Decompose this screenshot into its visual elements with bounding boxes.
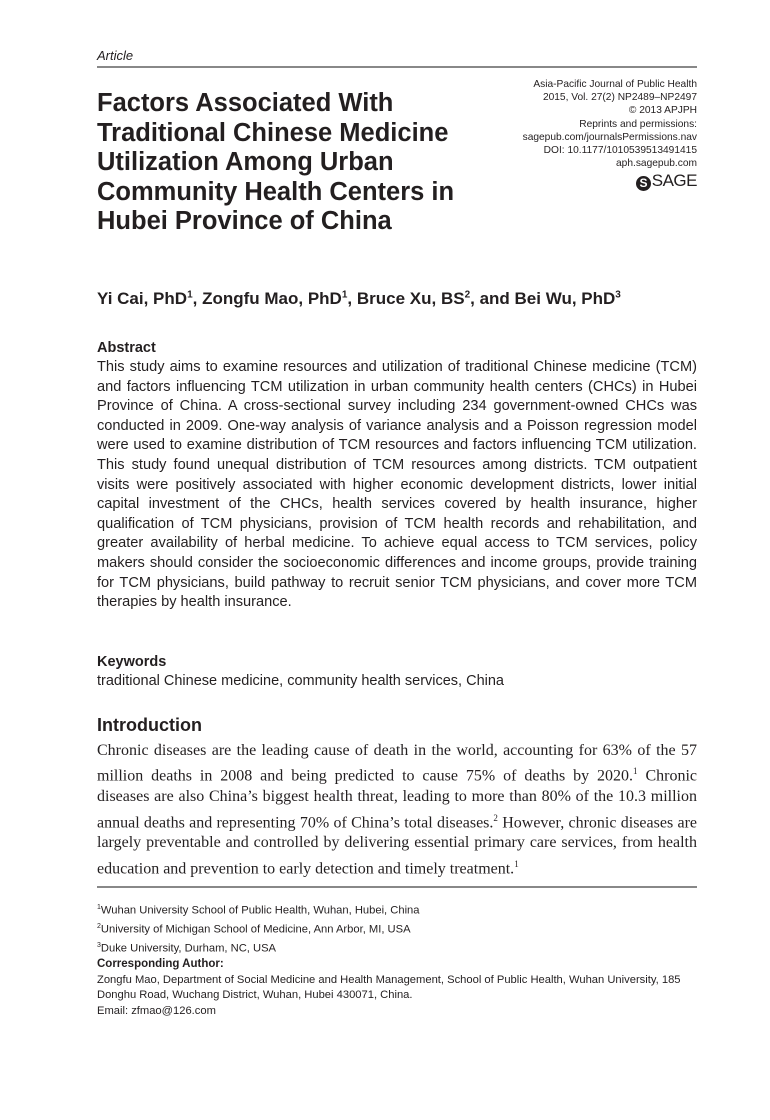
article-type-label: Article	[97, 48, 134, 63]
affiliation: $^3$Duke University, Durham, NC, USA	[97, 942, 277, 955]
reprints-label: Reprints and permissions:	[579, 118, 697, 130]
header-rule	[97, 66, 697, 68]
corresponding-author	[97, 973, 702, 1019]
copyright: © 2013 APJPH	[628, 105, 697, 117]
keywords-text: traditional Chinese medicine, community health services, China	[97, 673, 504, 689]
affiliation: $^2$University of Michigan School of Medicine, Ann Arbor, MI, USA	[97, 923, 411, 936]
citation[interactable]: 1	[633, 766, 638, 777]
author: Zongfu Mao, PhD$^1$,	[202, 289, 357, 308]
affiliations	[97, 900, 420, 957]
affiliation: $^1$Wuhan University School of Public Health, Wuhan, Hubei, China	[97, 904, 420, 917]
corresponding-address: Zongfu Mao, Department of Social Medicine and Health Management, School of Public Health, Wuhan University, 185 Donghu Road, Wuchang District, Wuhan, Hubei 430071, China.	[97, 974, 681, 1002]
journal-name: Asia-Pacific Journal of Public Health	[533, 79, 697, 90]
citation[interactable]: 1	[514, 858, 519, 869]
keywords-heading: Keywords	[97, 654, 167, 670]
author: Bruce Xu, $BS^2$, and	[356, 289, 515, 308]
journal-url[interactable]: aph.sagepub.com	[616, 158, 697, 170]
permissions-link[interactable]: sagepub.com/journalsPermissions.nav	[522, 131, 697, 143]
sage-s-icon: S	[636, 176, 651, 191]
abstract-text: This study aims to examine resources and utilization of traditional Chinese medicine (TCM) and factors influencing TCM utilization in urban community health centers (CHCs) in Hubei Province of China. A cross-sectional survey including 234 government-owned CHCs was conducted in 2009. One-way analysis of variance analysis and a Poisson regression model were used to examine distribution of TCM resources and factors influencing TCM utilization. This study found unequal distribution of TCM resources among districts. TCM outpatient visits were positively associated with higher economic development districts, lower initial capital investment of the CHCs, health services covered by health insurance, higher qualification of TCM physicians, provision of TCM health records and rehabilitation, and greater availability of herbal medicine. To achieve equal access to TCM services, policy makers should consider the socioeconomic differences and income groups, provide training for TCM physicians, build pathway to recruit senior TCM physicians, and cover more TCM therapies by health insurance.	[97, 359, 697, 611]
sage-logo: S SAGE	[523, 172, 697, 191]
corresponding-author-heading: Corresponding Author:	[97, 958, 224, 970]
footnote-rule	[97, 886, 697, 888]
abstract-heading: Abstract	[97, 340, 156, 356]
author-list	[97, 289, 621, 309]
citation[interactable]: 2	[493, 812, 498, 823]
doi[interactable]: DOI: 10.1177/1010539513491415	[543, 145, 697, 157]
introduction-heading: Introduction	[97, 715, 202, 735]
journal-info	[523, 78, 697, 191]
introduction-paragraph: Chronic diseases are the leading cause of death in the world, accounting for 63% of the 57 million deaths in 2008 and being predicted to cause 75% of deaths by 2020.$^1$ Chronic diseases are also China’s biggest health threat, leading to more than 80% of the 10.3 million annual deaths and representing 70% of China’s total diseases.$^2$ However, chronic diseases are largely preventable and controlled by delivering essential primary care services, from health education and prevention to early detection and timely treatment.$^1$	[97, 742, 698, 878]
author: Yi Cai, PhD$^1$,	[97, 289, 203, 308]
journal-volume: 2015, Vol. 27(2) NP2489–NP2497	[542, 92, 697, 104]
article-title: Factors Associated With Traditional Chinese Medicine Utilization Among Urban Community Health Centers in Hubei Province of China	[97, 89, 455, 235]
corresponding-email[interactable]: Email: zfmao@126.com	[97, 1004, 216, 1017]
author: Bei Wu, PhD$^3$	[514, 289, 621, 308]
